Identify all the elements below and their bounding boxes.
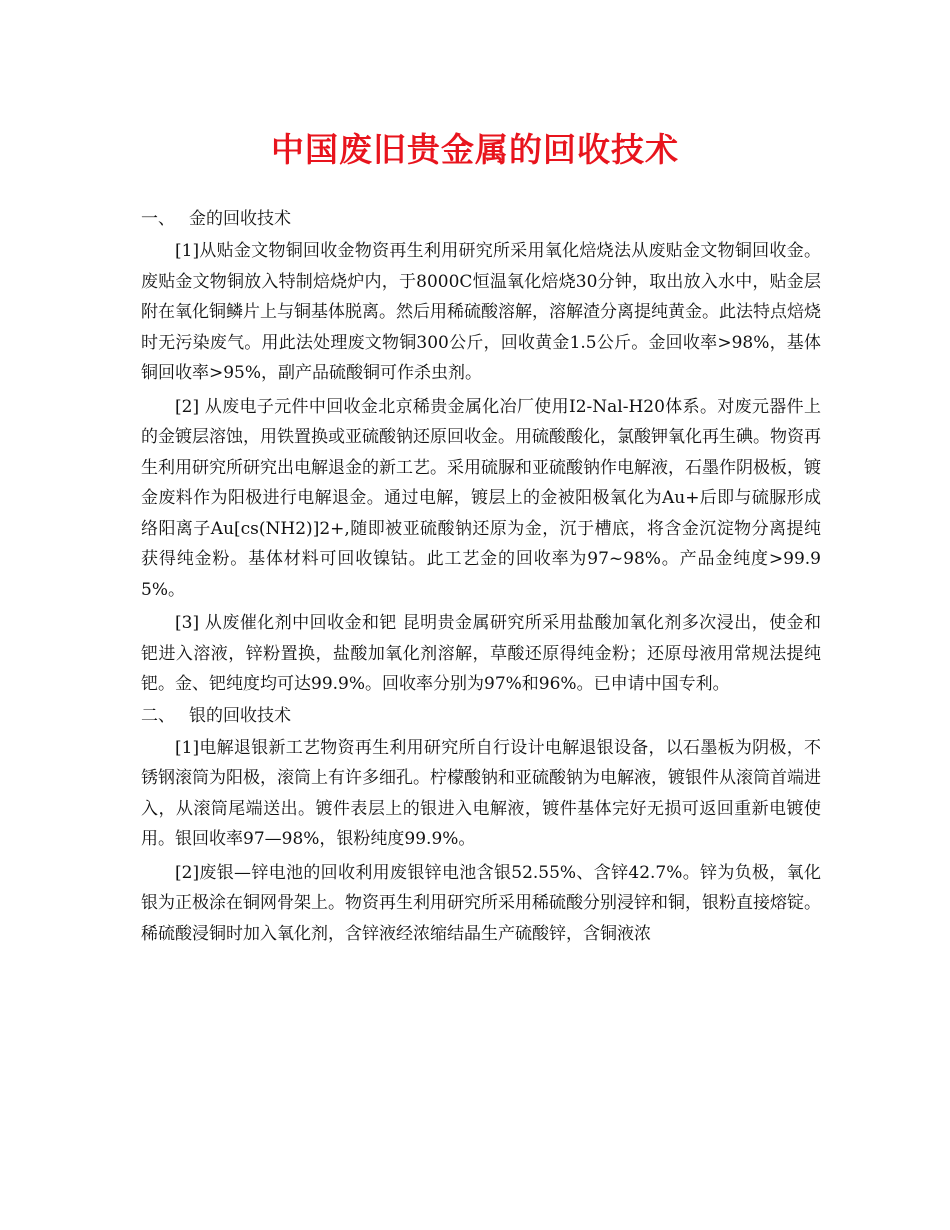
paragraph: [1]电解退银新工艺物资再生利用研究所自行设计电解退银设备，以石墨板为阴极，不锈钢滚筒为阳极，滚筒上有许多细孔。柠檬酸钠和亚硫酸钠为电解液，镀银件从滚筒首端进入，从滚筒尾端送出。镀件表层上的银进入电解液，镀件基体完好无损可返回重新电镀使用。银回收率97—98%，银粉纯度99.9%。 [141, 737, 821, 849]
section-title: 银的回收技术 [189, 705, 291, 726]
section-number: 二、 [141, 705, 175, 726]
document-title: 中国废旧贵金属的回收技术 [271, 130, 679, 169]
section-title: 金的回收技术 [189, 209, 291, 229]
document-body [141, 204, 821, 950]
paragraph: [2]废银—锌电池的回收利用废银锌电池含银52.55%、含锌42.7%。锌为负极，氧化银为正极涂在铜网骨架上。物资再生利用研究所采用稀硫酸分别浸锌和铜，银粉直接熔锭。稀硫酸浸铜时加入氧化剂，含锌液经浓缩结晶生产硫酸锌，含铜液浓 [141, 862, 821, 944]
section-number: 一、 [141, 209, 175, 229]
section-heading-gold [141, 204, 821, 234]
paragraph: [2] 从废电子元件中回收金北京稀贵金属化冶厂使用I2-Nal-H20体系。对废元器件上的金镀层溶蚀，用铁置换或亚硫酸钠还原回收金。用硫酸酸化，氯酸钾氧化再生碘。物资再生利用研究所研究出电解退金的新工艺。采用硫脲和亚硫酸钠作电解液，石墨作阴极板，镀金废料作为阳极进行电解退金。通过电解，镀层上的金被阳极氧化为Au+后即与硫脲形成络阳离子Au[cs(NH2)]2+,随即被亚硫酸钠还原为金，沉于槽底，将含金沉淀物分离提纯获得纯金粉。基体材料可回收镍钴。此工艺金的回收率为97~98%。产品金纯度>99.95%。 [141, 396, 821, 600]
paragraph: [3] 从废催化剂中回收金和钯 昆明贵金属研究所采用盐酸加氧化剂多次浸出，使金和钯进入溶液，锌粉置换，盐酸加氧化剂溶解，草酸还原得纯金粉；还原母液用常规法提纯钯。金、钯纯度均可达99.9%。回收率分别为97%和96%。已申请中国专利。 [141, 613, 821, 694]
section-heading-silver [141, 701, 821, 731]
paragraph: [1]从贴金文物铜回收金物资再生利用研究所采用氧化焙烧法从废贴金文物铜回收金。废贴金文物铜放入特制焙烧炉内，于8000C恒温氧化焙烧30分钟，取出放入水中，贴金层附在氧化铜鳞片上与铜基体脱离。然后用稀硫酸溶解，溶解渣分离提纯黄金。此法特点焙烧时无污染废气。用此法处理废文物铜300公斤，回收黄金1.5公斤。金回收率>98%，基体铜回收率>95%，副产品硫酸铜可作杀虫剂。 [141, 241, 821, 383]
